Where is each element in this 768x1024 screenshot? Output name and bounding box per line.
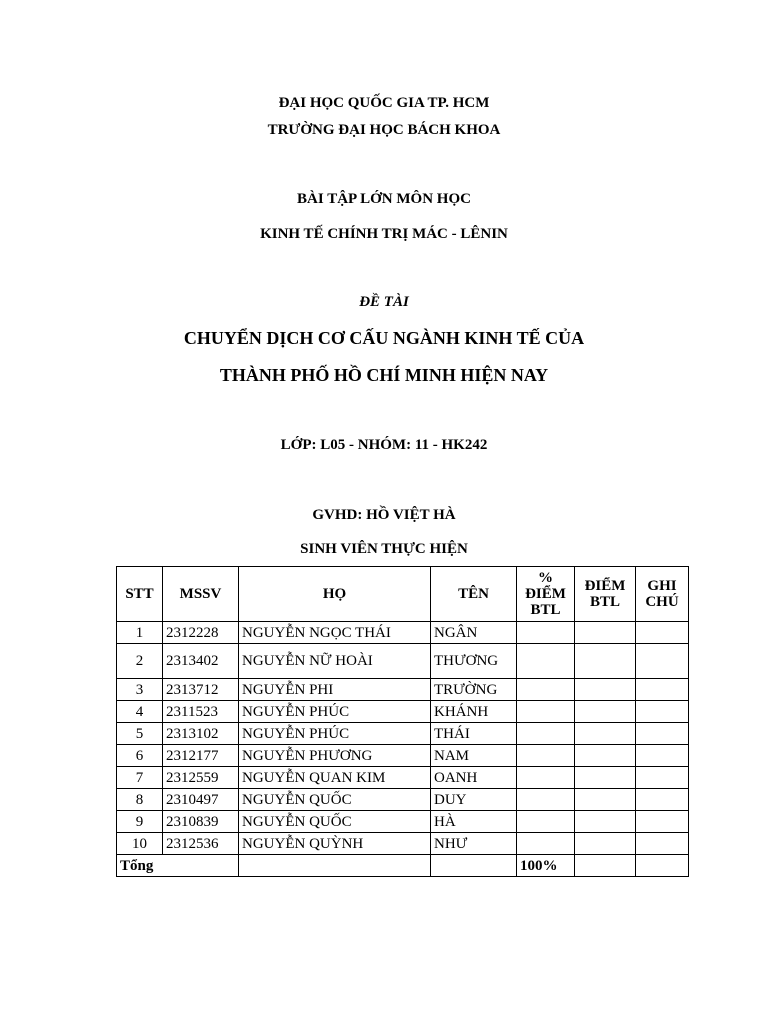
table-row <box>117 701 689 723</box>
cell-stt: 10 <box>117 833 163 855</box>
cell-note <box>636 701 689 723</box>
topic-label: ĐỀ TÀI <box>359 294 409 310</box>
total-note <box>636 855 689 877</box>
cell-mssv: 2310497 <box>163 789 239 811</box>
cell-note <box>636 767 689 789</box>
class-info: LỚP: L05 - NHÓM: 11 - HK242 <box>280 437 488 453</box>
cell-note <box>636 811 689 833</box>
cell-stt: 4 <box>117 701 163 723</box>
cell-percent <box>517 644 575 679</box>
cell-ho: NGUYỄN NỮ HOÀI <box>239 644 431 679</box>
cell-ho: NGUYỄN PHÚC <box>239 723 431 745</box>
cell-ho: NGUYỄN QUỐC <box>239 789 431 811</box>
table-row <box>117 745 689 767</box>
table-total-row <box>117 855 689 877</box>
cell-ten: THÁI <box>431 723 517 745</box>
table-row <box>117 789 689 811</box>
cell-ten: TRƯỜNG <box>431 679 517 701</box>
cell-ten: HÀ <box>431 811 517 833</box>
topic-title-line2: THÀNH PHỐ HỒ CHÍ MINH HIỆN NAY <box>219 365 549 385</box>
students-title: SINH VIÊN THỰC HIỆN <box>300 541 468 557</box>
total-score <box>575 855 636 877</box>
cell-note <box>636 789 689 811</box>
total-percent: 100% <box>517 855 575 877</box>
topic-title-line1: CHUYỂN DỊCH CƠ CẤU NGÀNH KINH TẾ CỦA <box>183 328 585 348</box>
cell-percent <box>517 679 575 701</box>
cell-note <box>636 679 689 701</box>
cell-score <box>575 833 636 855</box>
header-percent-score: % ĐIỂM BTL <box>517 567 575 622</box>
table-row <box>117 767 689 789</box>
cell-stt: 2 <box>117 644 163 679</box>
cell-ho: NGUYỄN PHÚC <box>239 701 431 723</box>
cell-mssv: 2312228 <box>163 622 239 644</box>
table-row <box>117 679 689 701</box>
cell-ten: THƯƠNG <box>431 644 517 679</box>
cell-mssv: 2313712 <box>163 679 239 701</box>
cell-ho: NGUYỄN PHƯƠNG <box>239 745 431 767</box>
cell-ten: NGÂN <box>431 622 517 644</box>
cell-score <box>575 767 636 789</box>
cell-note <box>636 745 689 767</box>
cell-ten: OANH <box>431 767 517 789</box>
cell-ho: NGUYỄN QUỲNH <box>239 833 431 855</box>
cell-note <box>636 622 689 644</box>
header-mssv: MSSV <box>163 567 239 622</box>
cell-stt: 1 <box>117 622 163 644</box>
cell-percent <box>517 767 575 789</box>
header-ten: TÊN <box>431 567 517 622</box>
cell-ten: DUY <box>431 789 517 811</box>
header-stt: STT <box>117 567 163 622</box>
cell-score <box>575 622 636 644</box>
cell-ho: NGUYỄN NGỌC THÁI <box>239 622 431 644</box>
cell-note <box>636 833 689 855</box>
cell-percent <box>517 833 575 855</box>
cell-percent <box>517 622 575 644</box>
cell-score <box>575 745 636 767</box>
cell-score <box>575 723 636 745</box>
cell-percent <box>517 811 575 833</box>
table-row <box>117 622 689 644</box>
cell-note <box>636 723 689 745</box>
cell-percent <box>517 723 575 745</box>
cell-ho: NGUYỄN PHI <box>239 679 431 701</box>
cell-ten: NHƯ <box>431 833 517 855</box>
cell-stt: 7 <box>117 767 163 789</box>
cell-stt: 6 <box>117 745 163 767</box>
cell-percent <box>517 701 575 723</box>
cell-mssv: 2312536 <box>163 833 239 855</box>
table-row <box>117 811 689 833</box>
cell-stt: 8 <box>117 789 163 811</box>
table-row <box>117 723 689 745</box>
table-row <box>117 644 689 679</box>
cell-percent <box>517 745 575 767</box>
assignment-title: BÀI TẬP LỚN MÔN HỌC <box>297 191 471 207</box>
total-label: Tổng <box>117 855 239 877</box>
instructor: GVHD: HỒ VIỆT HÀ <box>312 507 456 523</box>
cell-mssv: 2312559 <box>163 767 239 789</box>
table-header-row <box>117 567 689 622</box>
cell-score <box>575 679 636 701</box>
cell-ho: NGUYỄN QUỐC <box>239 811 431 833</box>
cell-stt: 3 <box>117 679 163 701</box>
subject-name: KINH TẾ CHÍNH TRỊ MÁC - LÊNIN <box>260 226 508 242</box>
total-ho <box>239 855 431 877</box>
header-score: ĐIỂM BTL <box>575 567 636 622</box>
cell-stt: 5 <box>117 723 163 745</box>
cell-mssv: 2312177 <box>163 745 239 767</box>
cell-score <box>575 644 636 679</box>
cell-mssv: 2313402 <box>163 644 239 679</box>
cell-stt: 9 <box>117 811 163 833</box>
cell-ten: KHÁNH <box>431 701 517 723</box>
cell-note <box>636 644 689 679</box>
header-ho: HỌ <box>239 567 431 622</box>
cell-mssv: 2310839 <box>163 811 239 833</box>
cell-mssv: 2313102 <box>163 723 239 745</box>
cell-mssv: 2311523 <box>163 701 239 723</box>
cell-ten: NAM <box>431 745 517 767</box>
university-name: ĐẠI HỌC QUỐC GIA TP. HCM <box>278 95 490 111</box>
cell-ho: NGUYỄN QUAN KIM <box>239 767 431 789</box>
table-row <box>117 833 689 855</box>
cell-percent <box>517 789 575 811</box>
total-ten <box>431 855 517 877</box>
cell-score <box>575 789 636 811</box>
cell-score <box>575 701 636 723</box>
header-note: GHI CHÚ <box>636 567 689 622</box>
cell-score <box>575 811 636 833</box>
school-name: TRƯỜNG ĐẠI HỌC BÁCH KHOA <box>267 122 501 138</box>
student-table <box>116 566 689 877</box>
